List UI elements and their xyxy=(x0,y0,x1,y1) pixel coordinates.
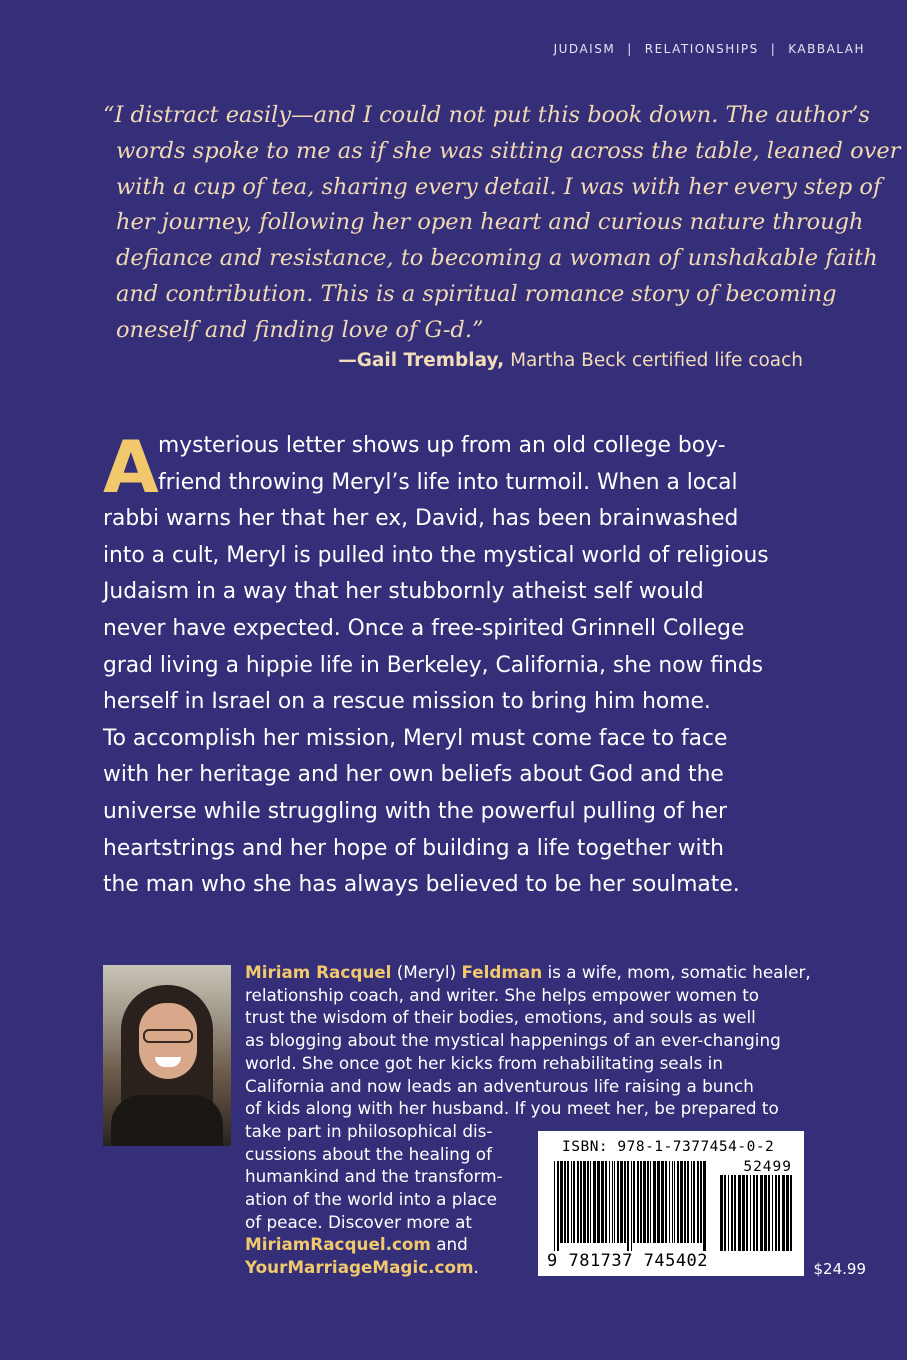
blurb-line: To accomplish her mission, Meryl must come face to face xyxy=(103,725,728,751)
bio-line-rest: is a wife, mom, somatic healer, xyxy=(542,962,811,982)
barcode-bar xyxy=(742,1175,745,1251)
barcode-bar xyxy=(601,1161,604,1243)
bio-line: of kids along with her husband. If you meet her, be prepared to xyxy=(245,1098,779,1119)
quote-line: with a cup of tea, sharing every detail. I was with her every step of xyxy=(116,173,882,200)
website-link-miriamracquel[interactable]: MiriamRacquel.com xyxy=(245,1234,431,1255)
author-name-last: Feldman xyxy=(461,962,543,982)
barcode-bar xyxy=(768,1175,770,1251)
barcode-bar xyxy=(756,1175,758,1251)
blurb-line: universe while struggling with the powerful pulling of her xyxy=(103,798,728,824)
blurb-line: into a cult, Meryl is pulled into the mystical world of religious xyxy=(103,542,769,568)
barcode-bar xyxy=(587,1161,589,1243)
blurb-line: the man who she has always believed to be her soulmate. xyxy=(103,872,740,898)
barcode-bar xyxy=(746,1175,748,1251)
quote-author-title: Martha Beck certified life coach xyxy=(510,350,803,371)
blurb-line: heartstrings and her hope of building a life together with xyxy=(103,835,724,861)
barcode-bar xyxy=(750,1175,751,1251)
barcode-bar xyxy=(640,1161,642,1243)
barcode-bar xyxy=(577,1161,579,1243)
barcode-bar xyxy=(703,1161,706,1251)
barcode-bar xyxy=(700,1161,702,1243)
barcode-bar xyxy=(567,1161,569,1243)
barcode-bar xyxy=(731,1175,733,1251)
barcode-bar xyxy=(764,1175,767,1251)
barcode-bar xyxy=(564,1161,566,1243)
book-blurb xyxy=(103,425,823,904)
barcode-bar xyxy=(677,1161,679,1243)
author-photo xyxy=(103,965,231,1146)
bio-line: cussions about the healing of xyxy=(245,1143,492,1164)
endorsement-quote xyxy=(103,98,901,349)
barcode-bar xyxy=(728,1175,729,1251)
barcode-bar xyxy=(637,1161,639,1243)
bio-line: California and now leads an adventurous life raising a bunch xyxy=(245,1075,754,1096)
blurb-line: friend throwing Meryl’s life into turmoil. When a local xyxy=(158,469,738,495)
barcode-bar xyxy=(612,1161,613,1243)
bio-line: trust the wisdom of their bodies, emotions, and souls as well xyxy=(245,1007,756,1028)
barcode-bar xyxy=(680,1161,683,1243)
bio-line: relationship coach, and writer. She helps empower women to xyxy=(245,984,760,1005)
barcode-bar xyxy=(554,1161,555,1251)
author-name-first: Miriam Racquel xyxy=(245,962,392,982)
category-separator: | xyxy=(770,42,777,56)
barcode-bar xyxy=(605,1161,607,1243)
barcode-bar xyxy=(687,1161,689,1243)
quote-line: “I distract easily—and I could not put this book down. The author’s xyxy=(103,102,870,128)
barcode-bar xyxy=(583,1161,586,1243)
barcode-bar xyxy=(790,1175,792,1251)
barcode-bar xyxy=(633,1161,635,1243)
barcode-bar xyxy=(597,1161,600,1243)
isbn-barcode xyxy=(538,1131,804,1276)
bio-line: take part in philosophical dis- xyxy=(245,1120,493,1141)
barcode-bar xyxy=(643,1161,646,1243)
barcode-bar xyxy=(571,1161,572,1243)
bio-line: humankind and the transform- xyxy=(245,1166,503,1187)
barcode-bar xyxy=(724,1175,726,1251)
blurb-line: with her heritage and her own beliefs about God and the xyxy=(103,762,724,788)
barcode-bar xyxy=(786,1175,789,1251)
barcode-bar xyxy=(782,1175,785,1251)
quote-author: —Gail Tremblay, xyxy=(338,350,505,371)
drop-cap: A xyxy=(103,425,159,509)
ean-digits: 9 781737 745402 xyxy=(547,1251,709,1271)
link-end: . xyxy=(473,1257,479,1278)
barcode-bar xyxy=(624,1161,626,1243)
barcode-bar xyxy=(669,1161,670,1243)
blurb-line: rabbi warns her that her ex, David, has been brainwashed xyxy=(103,506,739,532)
barcode-bar xyxy=(693,1161,695,1243)
barcode-bar xyxy=(672,1161,673,1243)
quote-attribution xyxy=(338,350,803,371)
quote-line: and contribution. This is a spiritual romance story of becoming xyxy=(116,280,837,307)
quote-line: words spoke to me as if she was sitting across the table, leaned over xyxy=(116,137,901,164)
barcode-bar xyxy=(674,1161,675,1243)
bio-line xyxy=(245,961,825,984)
quote-line: defiance and resistance, to becoming a woman of unshakable faith xyxy=(116,245,878,272)
price: $24.99 xyxy=(813,1260,866,1278)
barcode-bar xyxy=(772,1175,773,1251)
barcode-bar xyxy=(590,1161,591,1243)
barcode-bar xyxy=(593,1161,596,1243)
barcode-bar xyxy=(734,1175,736,1251)
isbn-number: ISBN: 978-1-7377454-0-2 xyxy=(562,1139,775,1155)
barcode-bar xyxy=(614,1161,615,1243)
barcode-bar xyxy=(620,1161,623,1243)
barcode-bar xyxy=(609,1161,610,1243)
blurb-line: grad living a hippie life in Berkeley, California, she now finds xyxy=(103,652,764,678)
barcode-bar xyxy=(557,1161,559,1251)
category-judaism: JUDAISM xyxy=(553,42,616,56)
barcode-addon-digits: 52499 xyxy=(743,1159,792,1175)
barcode-bar xyxy=(653,1161,656,1243)
barcode-bar xyxy=(647,1161,649,1243)
category-list xyxy=(554,42,865,56)
barcode-bar xyxy=(560,1161,563,1243)
barcode-bar xyxy=(760,1175,763,1251)
link-joiner: and xyxy=(430,1234,468,1255)
barcode-bar xyxy=(657,1161,660,1243)
barcode-bar xyxy=(580,1161,582,1243)
barcode-bar xyxy=(650,1161,651,1243)
bio-line: ation of the world into a place xyxy=(245,1189,497,1210)
barcode-bar xyxy=(691,1161,692,1243)
bio-line: of peace. Discover more at xyxy=(245,1211,472,1232)
barcode-bar xyxy=(665,1161,667,1243)
barcode-bar xyxy=(661,1161,664,1243)
barcode-bar xyxy=(775,1175,777,1251)
category-kabbalah: KABBALAH xyxy=(788,42,865,56)
category-relationships: RELATIONSHIPS xyxy=(644,42,759,56)
author-name-nick: (Meryl) xyxy=(391,962,462,982)
blurb-line: mysterious letter shows up from an old college boy- xyxy=(158,433,726,458)
quote-line: oneself and finding love of G-d.” xyxy=(116,316,484,343)
blurb-line: herself in Israel on a rescue mission to bring him home. xyxy=(103,689,711,715)
barcode-bar xyxy=(617,1161,619,1243)
barcode-bar xyxy=(738,1175,741,1251)
barcode-bars xyxy=(550,1161,800,1253)
barcode-bar xyxy=(627,1161,629,1251)
blurb-line: never have expected. Once a free-spirited Grinnell College xyxy=(103,615,745,641)
bio-line: world. She once got her kicks from rehabilitating seals in xyxy=(245,1052,723,1073)
barcode-bar xyxy=(684,1161,686,1243)
barcode-bar xyxy=(697,1161,699,1243)
barcode-bar xyxy=(720,1175,723,1251)
quote-line: her journey, following her open heart and curious nature through xyxy=(116,209,864,236)
website-link-yourmarriagemagic[interactable]: YourMarriageMagic.com xyxy=(245,1257,474,1278)
barcode-bar xyxy=(631,1161,632,1251)
blurb-line: Judaism in a way that her stubbornly atheist self would xyxy=(103,579,704,605)
barcode-bar xyxy=(753,1175,755,1251)
barcode-bar xyxy=(573,1161,575,1243)
barcode-bar xyxy=(778,1175,780,1251)
bio-line: as blogging about the mystical happenings of an ever-changing xyxy=(245,1030,781,1051)
category-separator: | xyxy=(627,42,633,56)
